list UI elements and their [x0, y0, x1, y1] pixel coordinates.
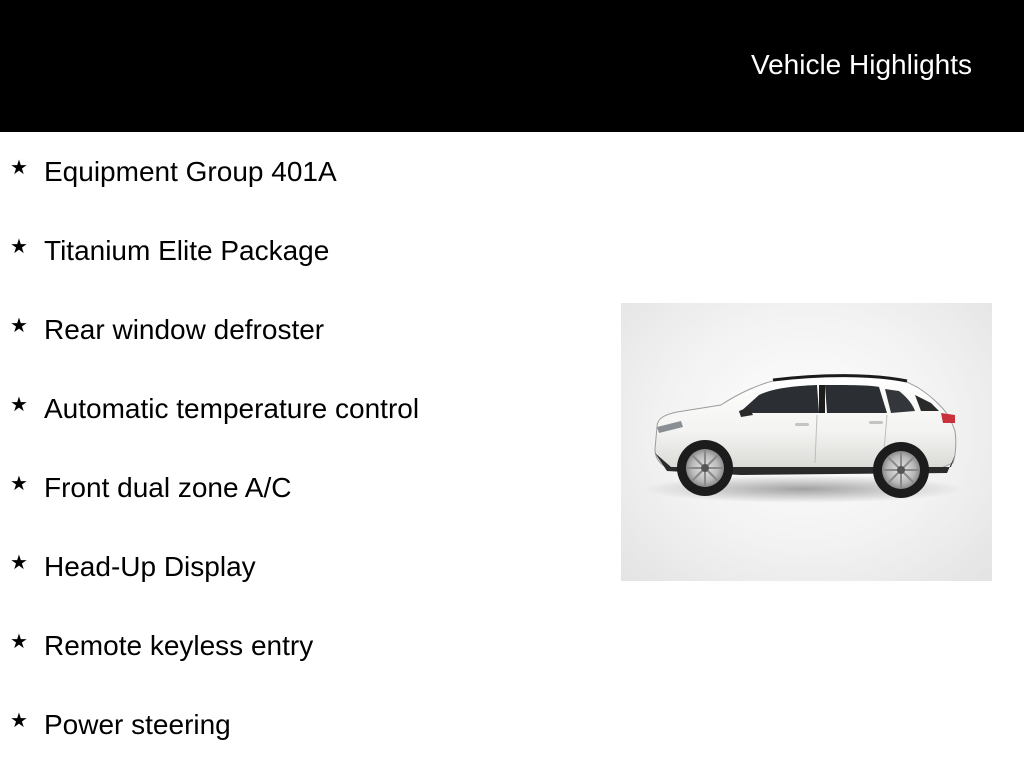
highlight-label: Remote keyless entry — [44, 630, 314, 661]
list-item — [10, 705, 231, 745]
list-item — [10, 152, 337, 192]
highlight-label: Titanium Elite Package — [44, 235, 330, 266]
list-item — [10, 468, 291, 508]
highlight-label: Head-Up Display — [44, 551, 256, 582]
star-icon: ★ — [10, 157, 28, 179]
star-icon: ★ — [10, 473, 28, 495]
star-icon: ★ — [10, 394, 28, 416]
list-item — [10, 626, 313, 666]
list-item — [10, 231, 329, 271]
star-icon: ★ — [10, 315, 28, 337]
list-item — [10, 547, 256, 587]
star-icon: ★ — [10, 236, 28, 258]
highlight-label: Equipment Group 401A — [44, 156, 337, 187]
list-item — [10, 310, 324, 350]
highlight-label: Power steering — [44, 709, 231, 740]
star-icon: ★ — [10, 710, 28, 732]
star-icon: ★ — [10, 552, 28, 574]
highlight-label: Front dual zone A/C — [44, 472, 292, 503]
vehicle-photo — [621, 303, 992, 581]
header-bar — [0, 0, 1024, 132]
white-suv-side-view — [621, 303, 992, 581]
page-title: Vehicle Highlights — [750, 49, 972, 80]
highlight-label: Rear window defroster — [44, 314, 325, 345]
highlight-label: Automatic temperature control — [44, 393, 420, 424]
star-icon: ★ — [10, 631, 28, 653]
list-item — [10, 389, 419, 429]
